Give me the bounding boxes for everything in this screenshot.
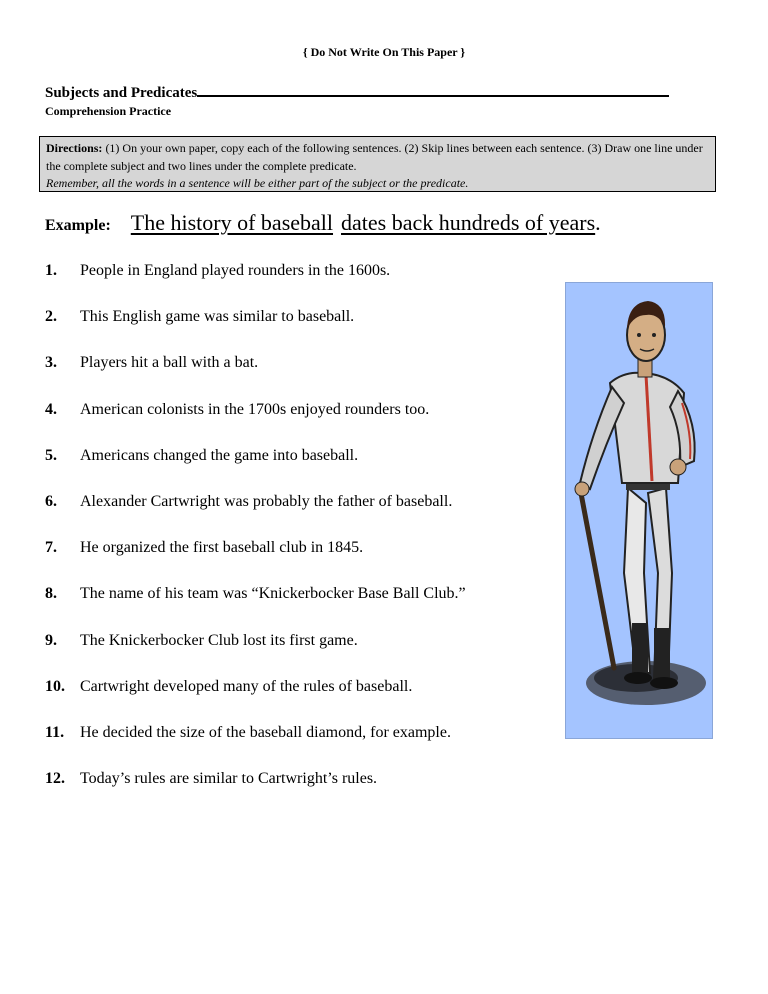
example-label: Example: bbox=[45, 217, 111, 234]
sentence-item bbox=[45, 261, 466, 307]
sentence-text: He organized the first baseball club in 1845. bbox=[80, 539, 364, 557]
worksheet-title: Subjects and Predicates bbox=[45, 85, 198, 101]
sentence-number: 3. bbox=[45, 354, 57, 372]
example-sentence bbox=[45, 210, 601, 236]
sentence-text: People in England played rounders in the 1600s. bbox=[80, 262, 391, 279]
example-subject: The history of baseball bbox=[130, 210, 334, 235]
sentence-text: The Knickerbocker Club lost its first game. bbox=[80, 631, 358, 649]
sentence-text: Americans changed the game into baseball. bbox=[80, 446, 359, 464]
sentence-item bbox=[45, 538, 466, 584]
sentence-item bbox=[45, 353, 466, 399]
do-not-write-notice: { Do Not Write On This Paper } bbox=[302, 45, 466, 59]
example-period: . bbox=[595, 210, 601, 235]
sentence-number: 11. bbox=[45, 723, 65, 741]
sentence-text: American colonists in the 1700s enjoyed rounders too. bbox=[80, 400, 430, 418]
example-predicate: dates back hundreds of years bbox=[341, 210, 596, 235]
baseball-player-picture bbox=[565, 282, 713, 739]
sentence-text: Today’s rules are similar to Cartwright’s rules. bbox=[80, 770, 378, 788]
sentence-number: 2. bbox=[45, 308, 57, 326]
directions-label: Directions: bbox=[46, 141, 103, 155]
baseball-player-illustration-icon bbox=[566, 283, 712, 738]
sentence-number: 10. bbox=[45, 677, 65, 695]
sentence-number: 7. bbox=[45, 539, 57, 557]
sentence-item bbox=[45, 307, 466, 353]
sentence-text: The name of his team was “Knickerbocker Base Ball Club.” bbox=[80, 585, 466, 603]
sentence-item bbox=[45, 723, 466, 769]
sentence-number: 4. bbox=[45, 400, 57, 418]
sentence-item bbox=[45, 769, 466, 815]
sentence-item bbox=[45, 492, 466, 538]
sentence-item bbox=[45, 584, 466, 630]
sentence-text: Alexander Cartwright was probably the father of baseball. bbox=[80, 492, 453, 510]
sentence-number: 9. bbox=[45, 631, 57, 649]
sentence-number: 12. bbox=[45, 770, 65, 788]
directions-text: (1) On your own paper, copy each of the following sentences. (2) Skip lines between each sentence. (3) Draw one line under the complete subject and two lines under the complete predicate. bbox=[46, 141, 703, 173]
sentence-list bbox=[45, 261, 466, 815]
worksheet-subtitle: Comprehension Practice bbox=[45, 104, 172, 118]
directions-box bbox=[39, 136, 716, 192]
name-blank-line bbox=[197, 83, 669, 97]
sentence-text: Cartwright developed many of the rules of baseball. bbox=[80, 677, 413, 695]
sentence-number: 1. bbox=[45, 262, 57, 279]
sentence-number: 5. bbox=[45, 446, 57, 464]
sentence-item bbox=[45, 400, 466, 446]
sentence-item bbox=[45, 631, 466, 677]
directions-reminder: Remember, all the words in a sentence will be either part of the subject or the predicate. bbox=[46, 176, 469, 190]
sentence-number: 8. bbox=[45, 585, 57, 603]
worksheet-title-row bbox=[45, 83, 723, 102]
sentence-number: 6. bbox=[45, 492, 57, 510]
sentence-item bbox=[45, 446, 466, 492]
sentence-item bbox=[45, 677, 466, 723]
sentence-text: Players hit a ball with a bat. bbox=[80, 354, 259, 372]
sentence-text: This English game was similar to baseball. bbox=[80, 308, 355, 326]
sentence-text: He decided the size of the baseball diamond, for example. bbox=[80, 723, 451, 741]
